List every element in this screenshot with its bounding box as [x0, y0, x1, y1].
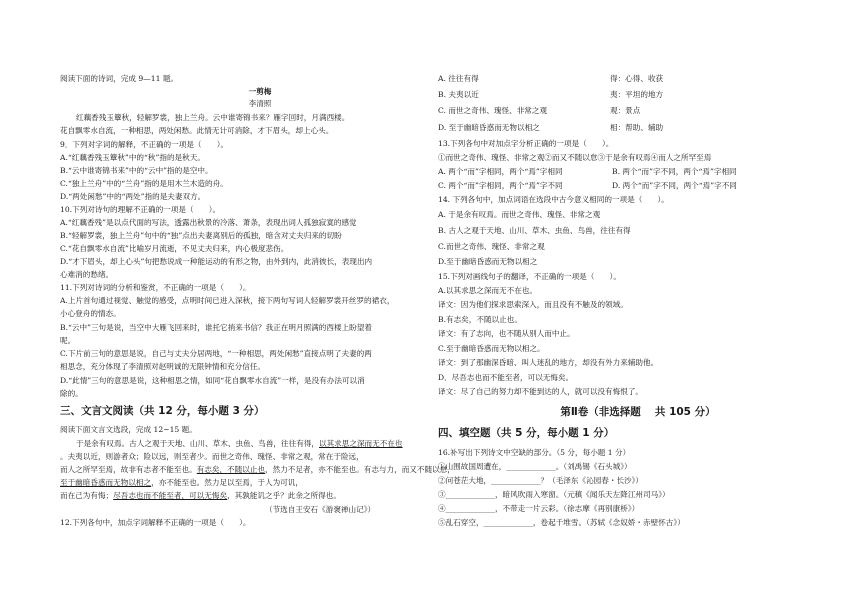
q10-option-a: A.“红藕香残”是以点代面的写法，透露出秋景的冷落、萧条，表现出词人孤独寂寞的感觉	[60, 218, 357, 227]
q14-option-c: C.而世之奇伟、瑰怪、非常之观	[438, 242, 545, 251]
q13-option-d: D. 两个“而”字不同，两个“焉”字不同	[612, 181, 737, 190]
q10-option-b: B.“轻解罗裳，独上兰舟”句中的“独”点出夫妻离别后的孤独，暗含对丈夫归来的切盼	[60, 231, 342, 240]
q15-translation-b: 译文：有了志向，也不随从别人而中止。	[438, 329, 575, 338]
q15-option-a: A.以其求思之深而无不在也。	[438, 286, 538, 295]
q13-option-b: B. 两个“而”字不同，两个“焉”字相同	[612, 167, 737, 176]
q12-option-c-gloss: 观：景点	[610, 106, 641, 115]
q11-option-d-cont: 除的。	[60, 389, 83, 398]
q13-option-c: C. 两个“而”字相同，两个“焉”字不同	[438, 181, 563, 190]
q11-option-b-cont: 呢。	[60, 336, 76, 345]
q13-option-a: A. 两个“而”字相同，两个“焉”字相同	[438, 167, 563, 176]
q12-option-c: C. 而世之奇伟、瑰怪、非常之观	[438, 106, 548, 115]
q16-item-3: ③_____________，暗风吹雨入寒窗。（元稹《闻乐天左降江州司马》）	[438, 490, 670, 499]
q12-option-b: B. 夫夷以近	[438, 90, 479, 99]
q15-option-d: D．尽吾志也而不能至者，可以无悔矣。	[438, 373, 574, 382]
section-3-heading: 三、文言文阅读（共 12 分，每小题 3 分）	[60, 405, 265, 417]
poem-line-1: 红藕香残玉簟秋，轻解罗裳，独上兰舟。云中谁寄锦书来？雁字回时，月满西楼。	[76, 113, 350, 122]
q10-option-d-cont: 心难消的愁绪。	[60, 270, 114, 279]
q16-item-4: ④_____________，不带走一片云彩。（徐志摩《再别康桥》）	[438, 504, 640, 513]
poem-author: 李清照	[248, 99, 272, 108]
passage-source: （节选自王安石《游褒禅山记》）	[265, 505, 376, 514]
question-11: 11.下列对诗词的分析和鉴赏，不正确的一项是（ ）。	[60, 283, 251, 292]
q16-item-5: ⑤乱石穿空，_____________，卷起千堆雪。（苏轼《念奴娇・赤壁怀古》）	[438, 518, 685, 527]
q9-option-c: C.“独上兰舟”中的“兰舟”指的是用木兰木造的舟。	[60, 179, 228, 188]
q11-option-d: D.“此情”三句的意思是说，这种相思之情，如同“花自飘零水自流”一样，是没有办法可以消	[60, 376, 365, 385]
q12-option-a-gloss: 得：心得、收获	[610, 74, 664, 83]
passage-line-4: 至于幽暗昏惑而无物以相之，亦不能至也。然力足以至焉，于人为可讥，	[60, 478, 303, 487]
question-16: 16.补写出下列诗文中空缺的部分。（5 分，每小题 1 分）	[438, 448, 631, 457]
reading-instruction: 阅读下面的诗词，完成 9—11 题。	[60, 74, 179, 83]
part-2-heading: 第Ⅱ卷（非选择题 共 105 分）	[560, 406, 716, 418]
q15-translation-c: 译文：到了那幽深昏暗、叫人迷乱的地方，却没有外力来辅助他。	[438, 358, 659, 367]
q9-option-a: A.“红藕香残玉簟秋”中的“秋”指的是秋天。	[60, 153, 205, 162]
q11-option-c-cont: 相思念，充分体现了李清照对赵明诚的无限钟情和充分信任。	[60, 362, 266, 371]
q11-option-a: A.上片首句通过视觉、触觉的感受，点明时间已进入深秋，接下两句写词人轻解罗裳开丝罗的裙衣，	[60, 296, 395, 305]
poem-line-2: 花自飘零水自流，一种相思，两处闲愁。此情无计可消除，才下眉头，却上心头。	[60, 126, 334, 135]
q15-translation-d: 译文：尽了自己的努力却不能到达的人，就可以没有悔恨了。	[438, 387, 644, 396]
q12-option-d-gloss: 相：帮助、辅助	[610, 123, 664, 132]
q12-option-b-gloss: 夷：平坦的地方	[610, 90, 664, 99]
passage-line-1: 于是余有叹焉。古人之观于天地、山川、草木、虫鱼、鸟兽，往往有得，以其求思之深而无不在也	[76, 439, 403, 448]
q9-option-d: D.“两处闲愁”中的“两处”指的是夫妻双方。	[60, 192, 206, 201]
passage-line-2: 。夫夷以近，则游者众；险以远，则至者少。而世之奇伟、瑰怪、非常之观，常在于险远，	[60, 452, 364, 461]
section-4-heading: 四、填空题（共 5 分，每小题 1 分）	[438, 427, 615, 439]
q15-option-b: B.有志矣，不随以止也。	[438, 315, 522, 324]
q16-item-1: ①山围故国周遭在，_____________。（刘禹锡《石头城》）	[438, 462, 632, 471]
q15-option-c: C.至于幽暗昏惑而无物以相之。	[438, 344, 545, 353]
question-13: 13.下列各句中对加点字分析正确的一项是（ ）。	[438, 139, 614, 148]
question-14: 14. 下列各句中，加点词语在选段中古今意义相同的一项是（ ）。	[438, 195, 669, 204]
q14-option-d: D.至于幽暗昏惑而无物以相之	[438, 257, 538, 266]
passage-line-3: 而人之所罕至焉，故非有志者不能至也。有志矣，不随以止也，然力不足者，亦不能至也。有志与力，而又不随以怠，	[60, 465, 455, 474]
q15-translation-a: 译文：因为他们探求思索深入，而且没有不触及的领域。	[438, 300, 628, 309]
q14-option-a: A. 于是余有叹焉。而世之奇伟、瑰怪、非常之观	[438, 210, 601, 219]
q12-option-a: A. 往往有得	[438, 74, 479, 83]
q11-option-c: C.下片前三句的意思是说，自己与丈夫分居两地，“一种相思，两处闲愁”直接点明了夫妻的两	[60, 349, 372, 358]
passage-line-5: 而在己为有悔；尽吾志也而不能至者，可以无悔矣，其孰能讥之乎？此余之所得也。	[60, 491, 341, 500]
q13-sentences: ①而世之奇伟、瑰怪、非常之观②而又不随以怠③于是余有叹焉④而人之所罕至焉	[438, 153, 712, 162]
q11-option-b: B.“云中”三句是说，当空中大雁飞回来时，谁托它捎来书信？我正在明月照满的西楼上盼望着	[60, 323, 372, 332]
question-10: 10.下列对诗句的理解不正确的一项是（ ）。	[60, 205, 221, 214]
q16-item-2: ②问苍茫大地，_____________？（毛泽东《沁园春・长沙》）	[438, 476, 644, 485]
question-12: 12.下列各句中，加点字词解释不正确的一项是（ ）。	[60, 518, 251, 527]
q10-option-d: D.“才下眉头，却上心头”句把愁说成一种能运动的有形之物，由外到内，此消彼长，表现出内	[60, 257, 373, 266]
question-9: 9．下列对字词的解释，不正确的一项是（ ）。	[60, 140, 229, 149]
poem-title: 一剪梅	[248, 87, 272, 96]
passage-instruction: 阅读下面文言文选段，完成 12~15 题。	[60, 425, 197, 434]
question-15: 15.下列对画线句子的翻译，不正确的一项是（ ）。	[438, 272, 621, 281]
q14-option-b: B. 古人之观于天地、山川、草木、虫鱼、鸟兽，往往有得	[438, 226, 631, 235]
q10-option-c: C.“花自飘零水自流”比喻岁月流逝，不见丈夫归来，内心极度悲伤。	[60, 244, 289, 253]
q12-option-d: D. 至于幽暗昏惑而无物以相之	[438, 123, 540, 132]
q9-option-b: B.“云中谁寄锦书来”中的“云中”指的是空中。	[60, 166, 213, 175]
q11-option-a-cont: 小心登舟的情态。	[60, 309, 121, 318]
